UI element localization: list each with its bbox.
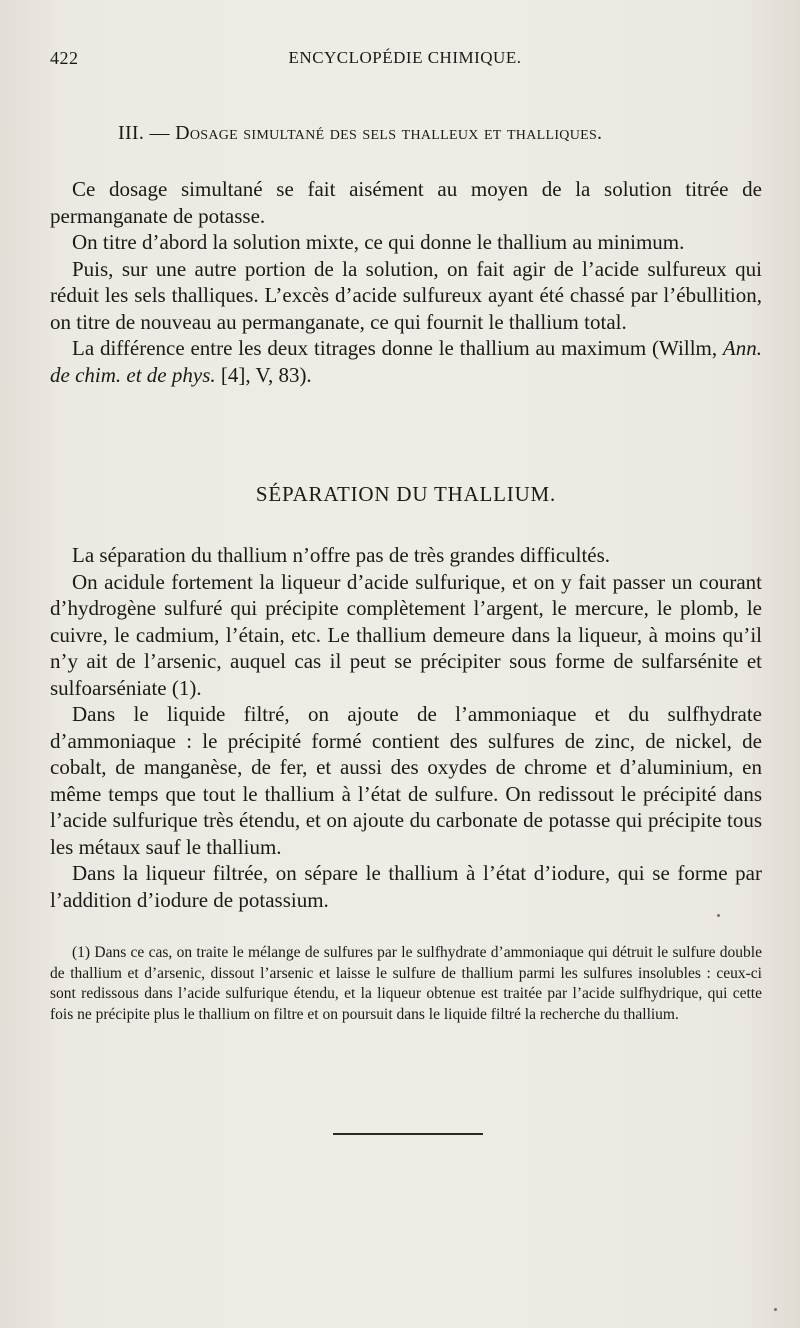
running-title: ENCYCLOPÉDIE CHIMIQUE. bbox=[288, 48, 522, 67]
paper-speck bbox=[717, 914, 720, 917]
paragraph: La séparation du thallium n’offre pas de très grandes difficultés. bbox=[72, 543, 611, 567]
footnote-text: (1) Dans ce cas, on traite le mélange de sulfures par le sulfhydrate d’ammoniaque qui détruit le sulfure double de thallium et d’arsenic, dissout l’arsenic et laisse le sulfure de thallium parmi les sulfures insolubles : ceux-ci sont redissous dans l’acide sulfurique étendu, et la liqueur obtenue est traitée par l’acide sulfhydrique, qui cette fois ne précipite plus le thallium on filtre et on poursuit dans le liquide filtré la recherche du thallium. bbox=[50, 944, 762, 1023]
dosage-section-text bbox=[50, 176, 762, 388]
journal-reference: Ann. de chim. et de phys. bbox=[50, 336, 762, 387]
end-rule-divider bbox=[333, 1133, 483, 1135]
section-heading-separation: SÉPARATION DU THALLIUM. bbox=[255, 482, 557, 506]
paragraph: Puis, sur une autre portion de la solution, on fait agir de l’acide sulfureux qui réduit les sels thalliques. L’excès d’acide sulfureux ayant été chassé par l’ébullition, on titre de nouveau au permanganate, ce qui fournit le thallium total. bbox=[50, 256, 762, 334]
running-header bbox=[50, 44, 760, 72]
paragraph-with-reference bbox=[50, 335, 762, 388]
paragraph: Dans la liqueur filtrée, on sépare le thallium à l’état d’iodure, qui se forme par l’addition d’iodure de potassium. bbox=[50, 861, 762, 912]
paragraph-text: La différence entre les deux titrages donne le thallium au maximum (Willm, bbox=[72, 336, 723, 360]
paragraph: On titre d’abord la solution mixte, ce qui donne le thallium au minimum. bbox=[72, 230, 685, 254]
page-number: 422 bbox=[50, 48, 79, 68]
separation-section-text bbox=[50, 542, 762, 913]
footnote bbox=[50, 943, 762, 1025]
section-heading-dosage: III. — Dosage simultané des sels thalleux et thalliques. bbox=[118, 122, 603, 144]
paragraph: Ce dosage simultané se fait aisément au moyen de la solution titrée de permanganate de potasse. bbox=[50, 177, 762, 228]
reference-volume: [4], V, 83). bbox=[215, 362, 312, 387]
paper-speck bbox=[774, 1308, 777, 1311]
paragraph: On acidule fortement la liqueur d’acide sulfurique, et on y fait passer un courant d’hydrogène sulfuré qui précipite complètement l’argent, le mercure, le plomb, le cuivre, le cadmium, l’étain, etc. Le thallium demeure dans la liqueur, à moins qu’il n’y ait de l’arsenic, auquel cas il peut se précipiter sous forme de sulfarsénite et sulfoarséniate (1). bbox=[50, 569, 762, 700]
paragraph: Dans le liquide filtré, on ajoute de l’ammoniaque et du sulfhydrate d’ammoniaque : le précipité formé contient des sulfures de zinc, de nickel, de cobalt, de manganèse, de fer, et aussi des oxydes de chrome et d’aluminium, en même temps que tout le thallium à l’état de sulfure. On redissout le précipité dans l’acide sulfurique très étendu, et on ajoute du carbonate de potasse qui précipite tous les métaux sauf le thallium. bbox=[50, 702, 762, 859]
